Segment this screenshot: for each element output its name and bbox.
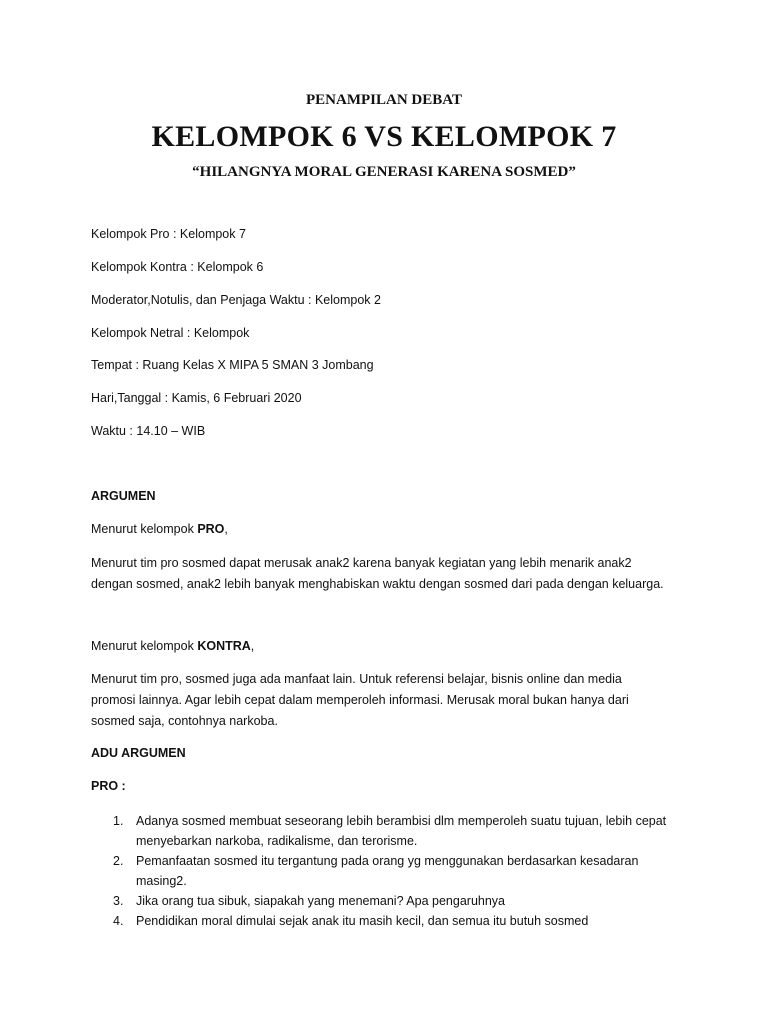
list-item-number: 3. bbox=[113, 894, 124, 908]
pro-intro-suffix: , bbox=[224, 522, 228, 536]
kontra-intro-prefix: Menurut kelompok bbox=[91, 639, 198, 653]
list-item-number: 1. bbox=[113, 814, 124, 828]
list-item-text: menyebarkan narkoba, radikalisme, dan terorisme. bbox=[136, 834, 418, 848]
pro-argument-line: Menurut tim pro sosmed dapat merusak anak2 karena banyak kegiatan yang lebih menarik anak2 bbox=[91, 556, 632, 570]
kontra-argument-line: Menurut tim pro, sosmed juga ada manfaat lain. Untuk referensi belajar, bisnis online dan media bbox=[91, 672, 622, 686]
kontra-intro-suffix: , bbox=[250, 639, 255, 653]
list-item-number: 4. bbox=[113, 914, 124, 928]
list-item-text: Jika orang tua sibuk, siapakah yang menemani? Apa pengaruhnya bbox=[136, 894, 506, 908]
pro-argument-list bbox=[91, 811, 691, 931]
info-netral: Kelompok Netral : Kelompok bbox=[91, 326, 250, 340]
list-item bbox=[91, 891, 691, 911]
list-item-text: masing2. bbox=[136, 874, 187, 888]
list-item bbox=[91, 911, 691, 931]
kontra-argument-line: promosi lainnya. Agar lebih cepat dalam memperoleh informasi. Merusak moral bukan hanya dari bbox=[91, 693, 629, 707]
kontra-intro bbox=[91, 638, 691, 655]
list-item bbox=[91, 811, 691, 851]
document-title: KELOMPOK 6 VS KELOMPOK 7 bbox=[151, 120, 617, 153]
info-kontra: Kelompok Kontra : Kelompok 6 bbox=[91, 260, 264, 274]
info-pro: Kelompok Pro : Kelompok 7 bbox=[91, 227, 246, 241]
list-item-text: Pemanfaatan sosmed itu tergantung pada orang yg menggunakan berdasarkan kesadaran bbox=[136, 854, 639, 868]
list-item-number: 2. bbox=[113, 854, 124, 868]
kontra-intro-bold: KONTRA bbox=[197, 639, 251, 653]
info-waktu: Waktu : 14.10 – WIB bbox=[91, 424, 206, 438]
kontra-argument-line: sosmed saja, contohnya narkoba. bbox=[91, 714, 278, 728]
pro-argument-paragraph bbox=[91, 553, 691, 595]
argumen-heading-text: ARGUMEN bbox=[91, 489, 156, 503]
list-item-text: Adanya sosmed membuat seseorang lebih berambisi dlm memperoleh suatu tujuan, lebih cepat bbox=[136, 814, 667, 828]
adu-argumen-heading bbox=[91, 745, 691, 762]
list-item-text: Pendidikan moral dimulai sejak anak itu masih kecil, dan semua itu butuh sosmed bbox=[136, 914, 589, 928]
pro-label bbox=[91, 778, 691, 795]
pro-intro-prefix: Menurut kelompok bbox=[91, 522, 198, 536]
info-tanggal: Hari,Tanggal : Kamis, 6 Februari 2020 bbox=[91, 391, 302, 405]
list-item bbox=[91, 851, 691, 891]
pro-argument-line: dengan sosmed, anak2 lebih banyak menghabiskan waktu dengan sosmed dari pada dengan keluarga. bbox=[91, 577, 664, 591]
info-moderator: Moderator,Notulis, dan Penjaga Waktu : Kelompok 2 bbox=[91, 293, 381, 307]
kontra-argument-paragraph bbox=[91, 669, 691, 732]
document-subtitle: PENAMPILAN DEBAT bbox=[306, 92, 462, 108]
debate-theme: “HILANGNYA MORAL GENERASI KARENA SOSMED” bbox=[192, 164, 576, 180]
pro-intro bbox=[91, 521, 691, 538]
pro-intro-bold: PRO bbox=[197, 522, 225, 536]
info-tempat: Tempat : Ruang Kelas X MIPA 5 SMAN 3 Jombang bbox=[91, 358, 374, 372]
adu-argumen-heading-text: ADU ARGUMEN bbox=[91, 746, 186, 760]
pro-label-text: PRO : bbox=[91, 779, 126, 793]
argumen-heading bbox=[91, 488, 691, 505]
